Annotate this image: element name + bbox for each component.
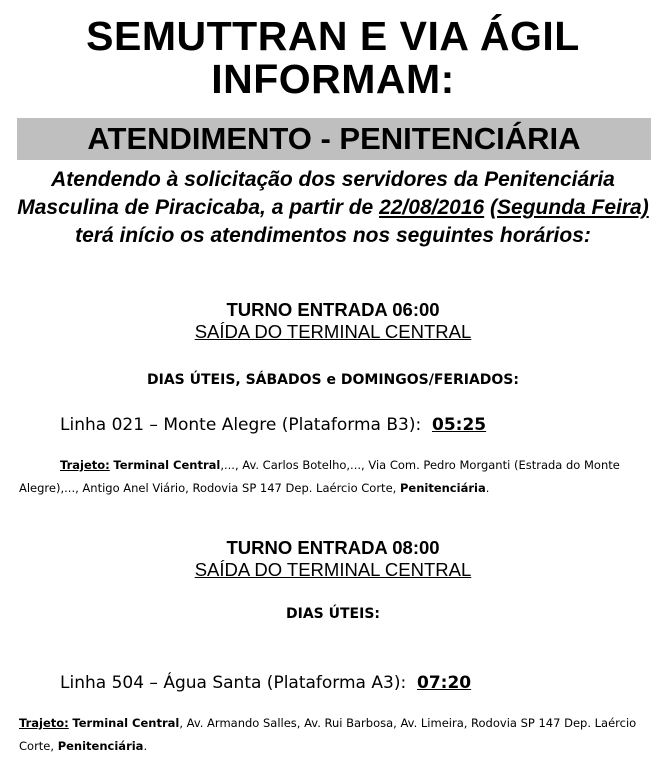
shift-2-title: TURNO ENTRADA 08:00 [226,537,440,558]
intro-text-1: Atendendo à solicitação dos servidores da Penitenciária Masculina de Piracicaba, a partir de [17,168,615,219]
shift-2-route-label: Trajeto: [19,716,69,730]
shift-1-route [19,454,659,500]
shift-2-departure-time: 07:20 [417,673,472,693]
shift-block-2 [0,537,666,581]
shift-2-bus-line [60,672,471,694]
shift-2-route-dot: . [143,739,148,753]
intro-paragraph [10,166,656,250]
shift-1-title: TURNO ENTRADA 06:00 [226,299,440,320]
start-date: 22/08/2016 [379,196,485,219]
start-weekday: (Segunda Feira) [490,196,649,219]
headline-line-2: INFORMAM: [211,56,455,102]
shift-1-subtitle: SAÍDA DO TERMINAL CENTRAL [194,321,472,342]
shift-2-subtitle: SAÍDA DO TERMINAL CENTRAL [194,559,472,580]
section-banner: ATENDIMENTO - PENITENCIÁRIA [17,118,651,160]
shift-2-route-middle: , Av. Armando Salles, Av. Rui Barbosa, Av. Limeira, Rodovia SP 147 Dep. Laércio Corte, [19,716,637,753]
shift-1-route-start: Terminal Central [113,458,221,472]
shift-1-route-label: Trajeto: [60,458,110,472]
shift-2-route [19,712,639,758]
shift-2-days: DIAS ÚTEIS: [286,606,380,622]
shift-1-bus-line [60,414,486,436]
headline-line-1: SEMUTTRAN E VIA ÁGIL [86,13,580,59]
shift-1-departure-time: 05:25 [432,415,487,435]
shift-2-route-end: Penitenciária [57,739,144,753]
shift-1-days: DIAS ÚTEIS, SÁBADOS e DOMINGOS/FERIADOS: [147,372,519,388]
shift-1-line-label: Linha 021 – Monte Alegre (Plataforma B3): [60,415,422,435]
shift-block-1 [0,299,666,343]
shift-1-route-middle: ,..., Av. Carlos Botelho,..., Via Com. Pedro Morganti (Estrada do Monte Alegre),..., Antigo Anel Viário, Rodovia SP 147 Dep. Laércio Corte, [19,458,620,495]
shift-1-route-dot: . [485,481,490,495]
shift-2-line-label: Linha 504 – Água Santa (Plataforma A3): [60,673,407,693]
shift-2-route-start: Terminal Central [72,716,180,730]
intro-text-2: terá início os atendimentos nos seguintes horários: [75,224,591,247]
shift-1-route-end: Penitenciária [399,481,486,495]
